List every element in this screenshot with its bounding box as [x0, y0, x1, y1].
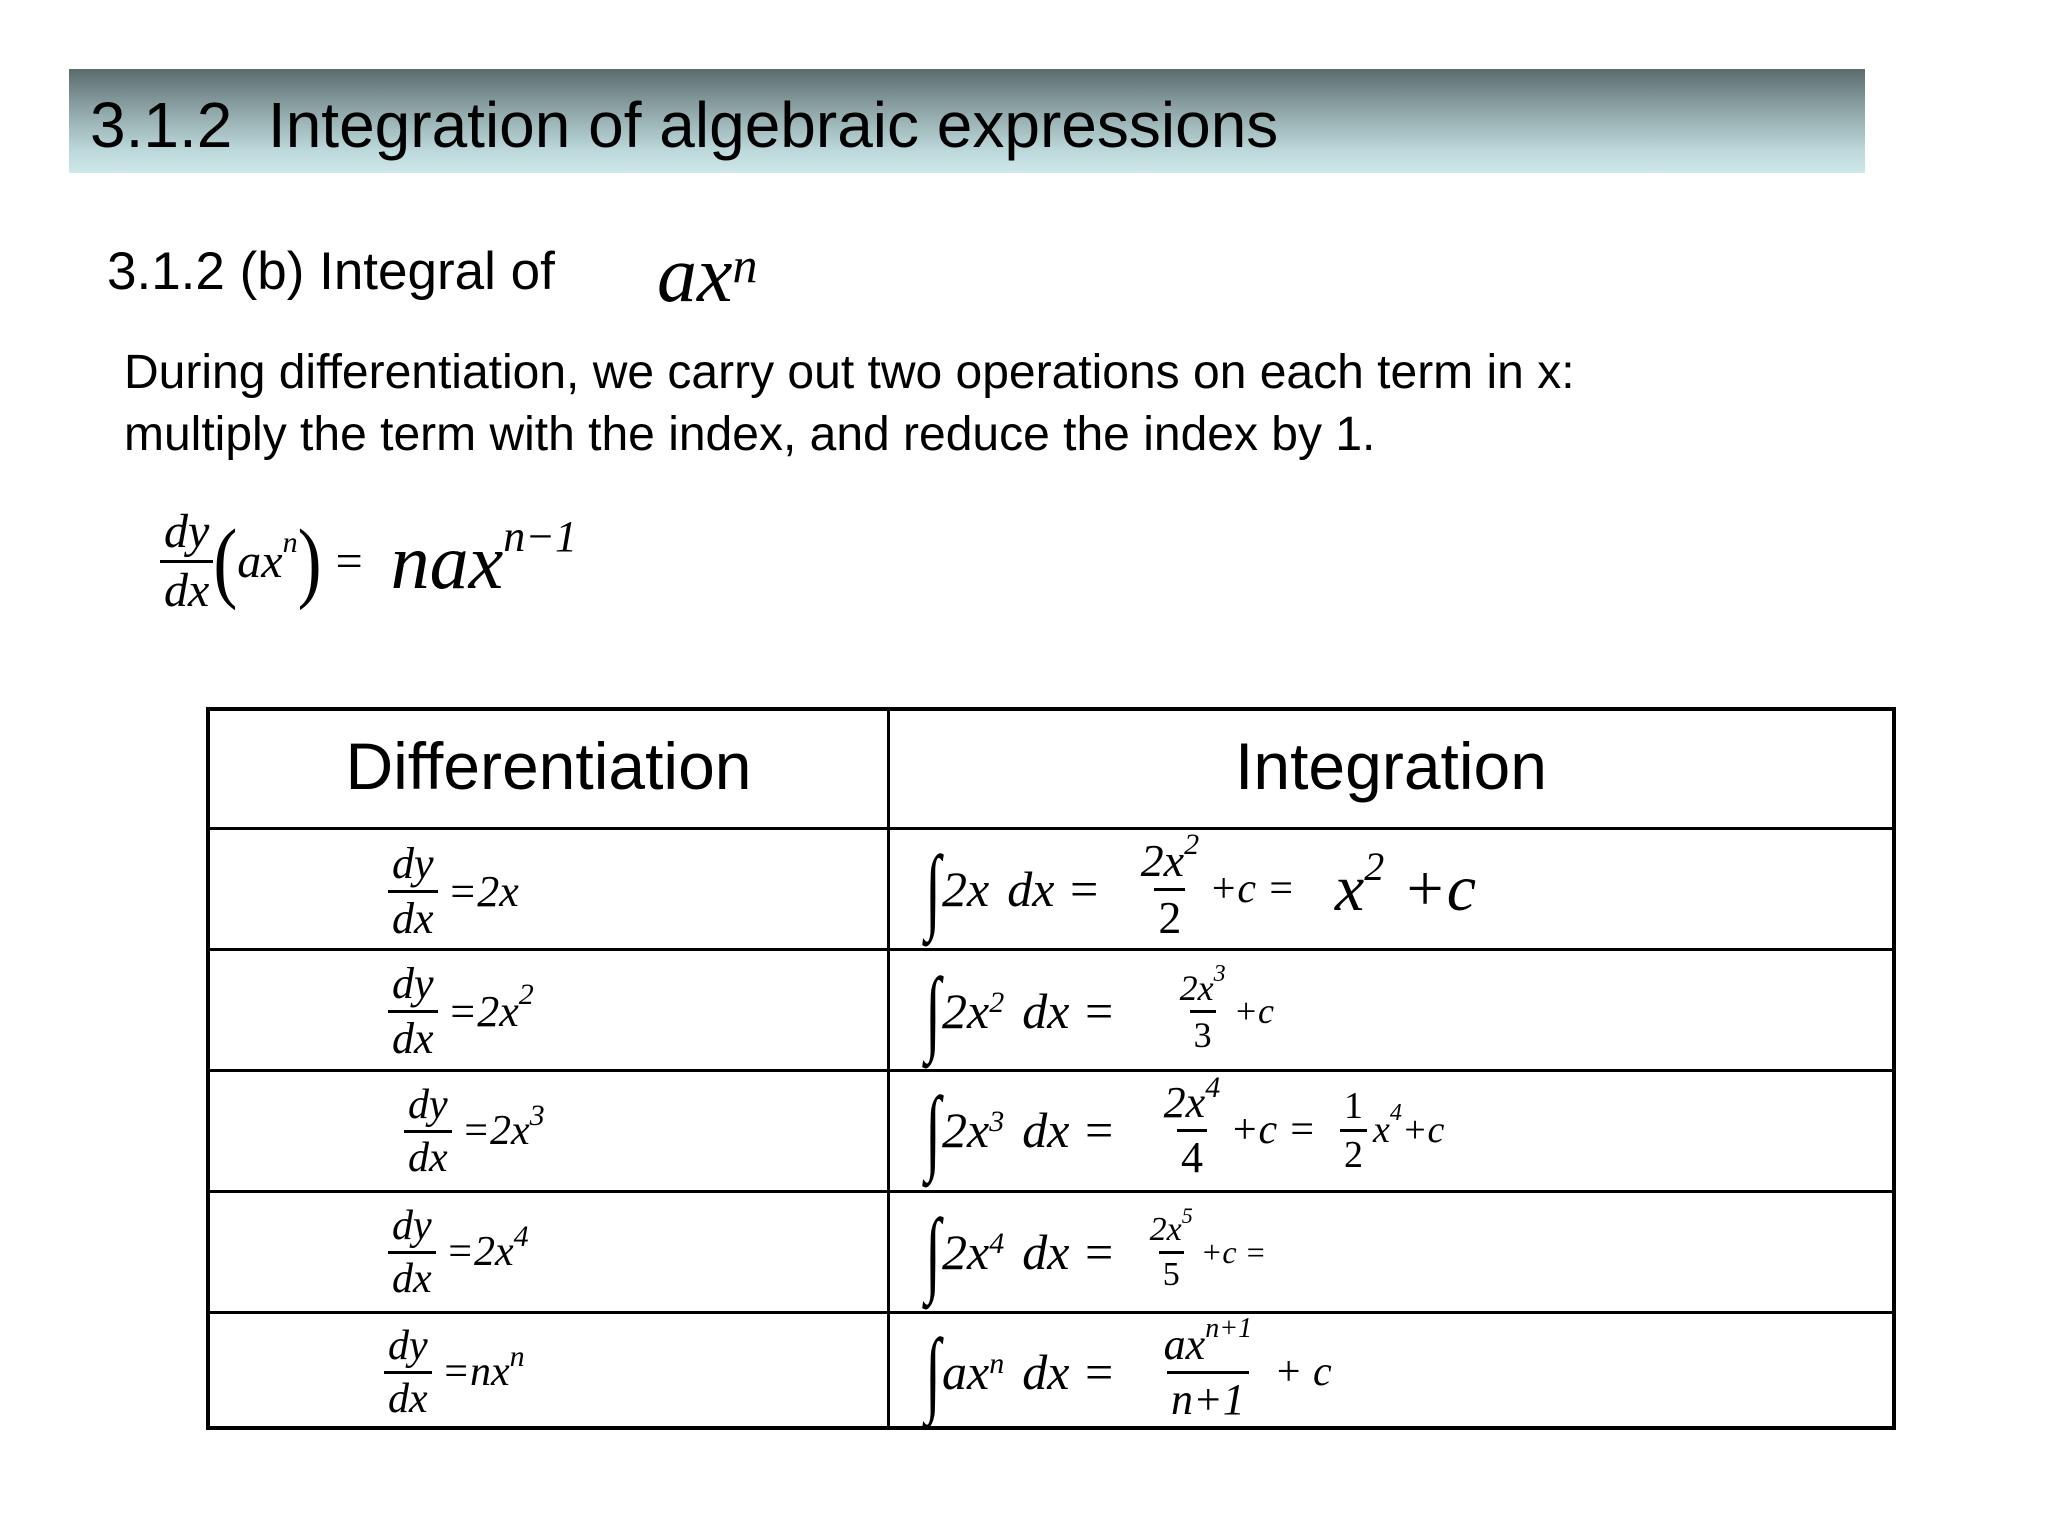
diff-cell-row-1: $\frac{dy}{dx}$ =2x — [388, 834, 519, 948]
inner-expression: $ax^n$ — [237, 526, 298, 588]
rule-result: nax$^{n-1}$ — [390, 511, 577, 605]
equals-sign: = — [335, 535, 363, 588]
diff-cell-row-2: $\frac{dy}{dx}$ $=2x^2$ — [388, 952, 534, 1070]
paragraph-line-2: multiply the term with the index, and reduce the index by 1. — [124, 408, 1376, 461]
integral-sign: ∫ — [925, 957, 941, 1064]
header-differentiation: Differentiation — [345, 729, 752, 803]
header-integration: Integration — [1235, 729, 1547, 803]
int-cell-row-5: ∫ ax $^n$ dx = $\frac{ax^{n+1}}{n+1}$ + c — [925, 1312, 1332, 1425]
close-paren: ) — [297, 510, 322, 611]
row-divider — [206, 948, 1896, 951]
diff-cell-row-5: $\frac{dy}{dx}$ $=nx^n$ — [384, 1314, 525, 1430]
page-title: 3.1.2 Integration of algebraic expressions — [90, 89, 1279, 161]
int-cell-row-3: ∫ 2x $^3$ dx = $\frac{2x^4}{4}$ +c = $\frac{1}{2}$ $x^4+c$ — [925, 1070, 1445, 1183]
differentiation-rule — [160, 505, 577, 617]
int-cell-row-4: ∫ 2x $^4$ dx = $\frac{2x^5}{5}$ +c = — [925, 1198, 1267, 1305]
intro-paragraph — [124, 342, 1575, 466]
paragraph-line-1: During differentiation, we carry out two operations on each term in x: — [124, 346, 1575, 399]
diff-cell-row-4: $\frac{dy}{dx}$ $=2x^4$ — [388, 1193, 529, 1311]
open-paren: ( — [213, 510, 238, 611]
integral-sign: ∫ — [925, 1198, 941, 1305]
subheading-expression: $ax^n$ — [657, 231, 758, 319]
integral-sign: ∫ — [925, 835, 941, 942]
integral-sign: ∫ — [925, 1076, 941, 1183]
diff-cell-row-3: $\frac{dy}{dx}$ $=2x^3$ — [404, 1072, 545, 1190]
dy-dx-fraction: $\frac{dy}{dx}$ — [160, 508, 213, 615]
int-cell-row-2: ∫ 2x $^2$ dx = $\frac{2x^3}{3}$ +c — [925, 957, 1274, 1064]
int-cell-row-1: ∫ 2x dx = $\frac{2x^2}{2}$ +c = $x^2 +c$ — [925, 827, 1477, 943]
subheading: 3.1.2 (b) Integral of — [107, 242, 555, 301]
integral-sign: ∫ — [925, 1318, 941, 1425]
